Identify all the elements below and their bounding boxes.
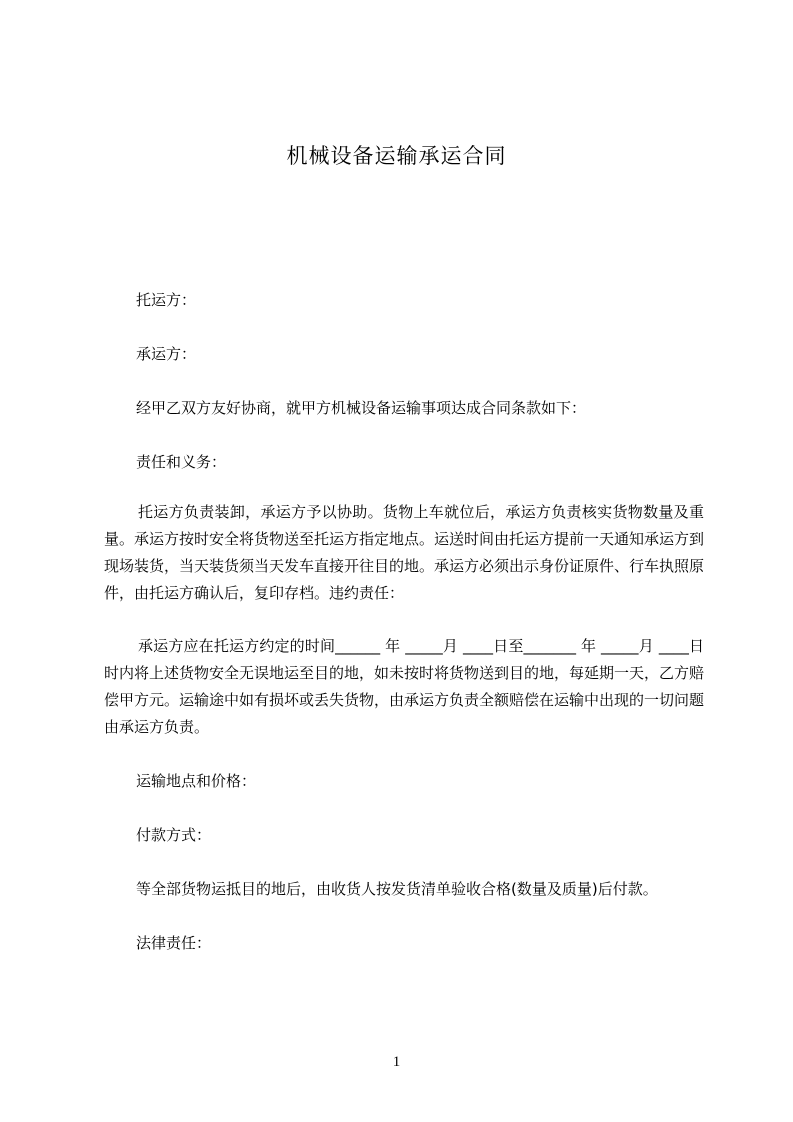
intro-text: 经甲乙双方友好协商，就甲方机械设备运输事项达成合同条款如下： (136, 399, 587, 417)
legal-label: 法律责任： (136, 934, 212, 952)
consignor-label: 托运方： (136, 291, 197, 309)
payment-label: 付款方式： (136, 826, 212, 844)
carrier-label: 承运方： (136, 345, 197, 363)
page-number: 1 (392, 1054, 401, 1070)
responsibility-heading: 责任和义务： (136, 453, 227, 471)
breach-paragraph: 承运方应在托运方约定的时间______ 年 _____月 ____日至_______ 年 _____月 ____日时内将上述货物安全无误地运至目的地，如未按时将货物送到目的地，每延期一天，乙方赔偿甲方元。运输途中如有损坏或丢失货物，由承运方负责全额赔偿在运输中出现的一切问题由承运方负责。 (104, 637, 705, 736)
responsibility-paragraph: 托运方负责装卸，承运方予以协助。货物上车就位后，承运方负责核实货物数量及重量。承运方按时安全将货物送至托运方指定地点。运送时间由托运方提前一天通知承运方到现场装货，当天装货须当天发车直接开往目的地。承运方必须出示身份证原件、行车执照原件，由托运方确认后，复印存档。违约责任： (104, 503, 705, 602)
document-title: 机械设备运输承运合同 (286, 144, 507, 168)
payment-text: 等全部货物运抵目的地后，由收货人按发货清单验收合格(数量及质量)后付款。 (136, 880, 658, 898)
location-price-label: 运输地点和价格： (136, 772, 257, 790)
